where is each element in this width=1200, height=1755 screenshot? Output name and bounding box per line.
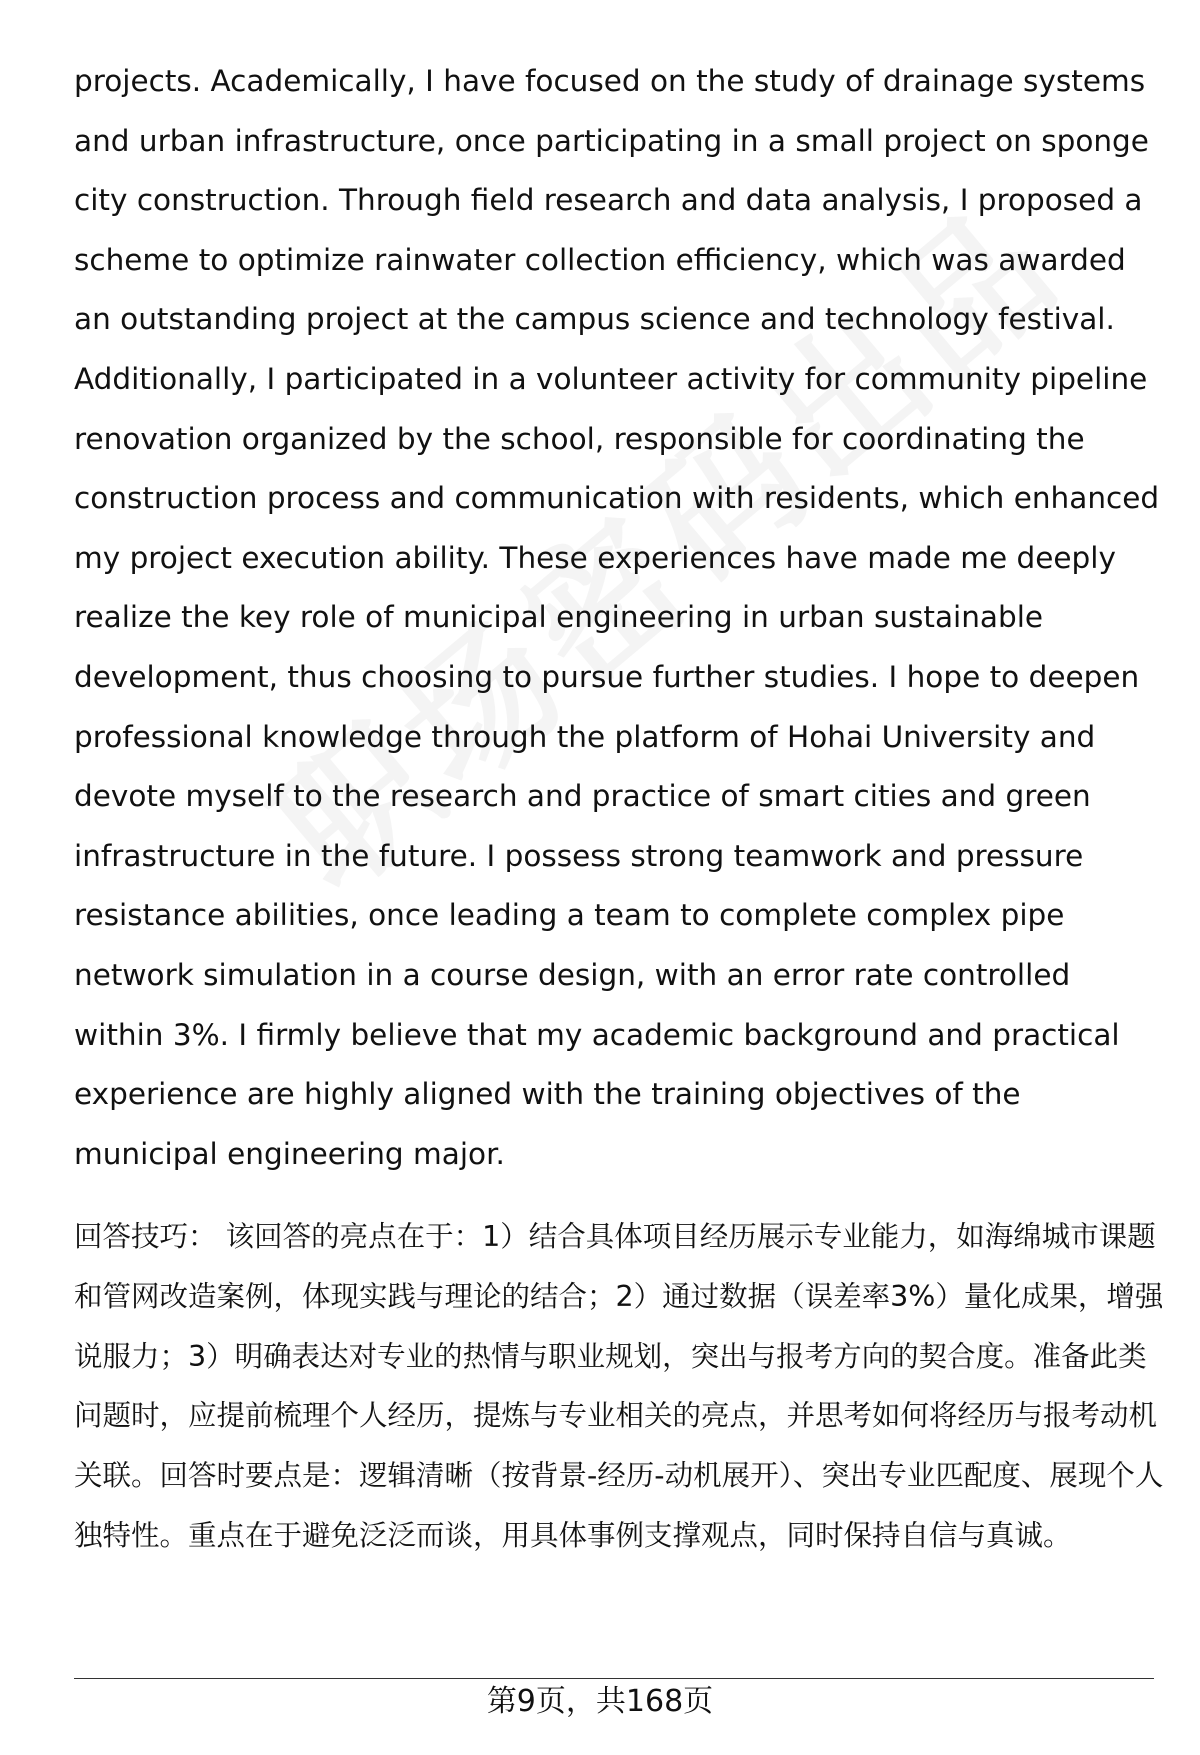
answer-paragraph: projects. Academically, I have focused on the study of drainage systems and urban infrastructure, once participating in a small project on sponge city construction. Through field research and data analysis, I proposed a scheme to optimize rainwater collection efficiency, which was awarded an outstanding project at the campus science and technology festival. Additionally, I participated in a volunteer activity for community pipeline renovation organized by the school, responsible for coordinating the construction process and communication with residents, which enhanced my project execution ability. These experiences have made me deeply realize the key role of municipal engineering in urban sustainable development, thus choosing to pursue further studies. I hope to deepen professional knowledge through the platform of Hohai University and devote myself to the research and practice of smart cities and green infrastructure in the future. I possess strong teamwork and pressure resistance abilities, once leading a team to complete complex pipe network simulation in a course design, with an error rate controlled within 3%. I firmly believe that my academic background and practical experience are highly aligned with the training objectives of the municipal engineering major. (74, 64, 1160, 1171)
document-body (74, 52, 1164, 1566)
tips-paragraph (74, 1207, 1164, 1565)
page-number: 第9页，共168页 (486, 1684, 714, 1719)
tips-label: 回答技巧： (74, 1220, 217, 1254)
tips-text: 该回答的亮点在于：1）结合具体项目经历展示专业能力，如海绵城市课题和管网改造案例，体现实践与理论的结合；2）通过数据（误差率3%）量化成果，增强说服力；3）明确表达对专业的热情与职业规划，突出与报考方向的契合度。准备此类问题时，应提前梳理个人经历，提炼与专业相关的亮点，并思考如何将经历与报考动机关联。回答时要点是：逻辑清晰（按背景-经历-动机展开）、突出专业匹配度、展现个人独特性。重点在于避免泛泛而谈，用具体事例支撑观点，同时保持自信与真诚。 (74, 1220, 1164, 1552)
footer-divider (74, 1678, 1154, 1679)
